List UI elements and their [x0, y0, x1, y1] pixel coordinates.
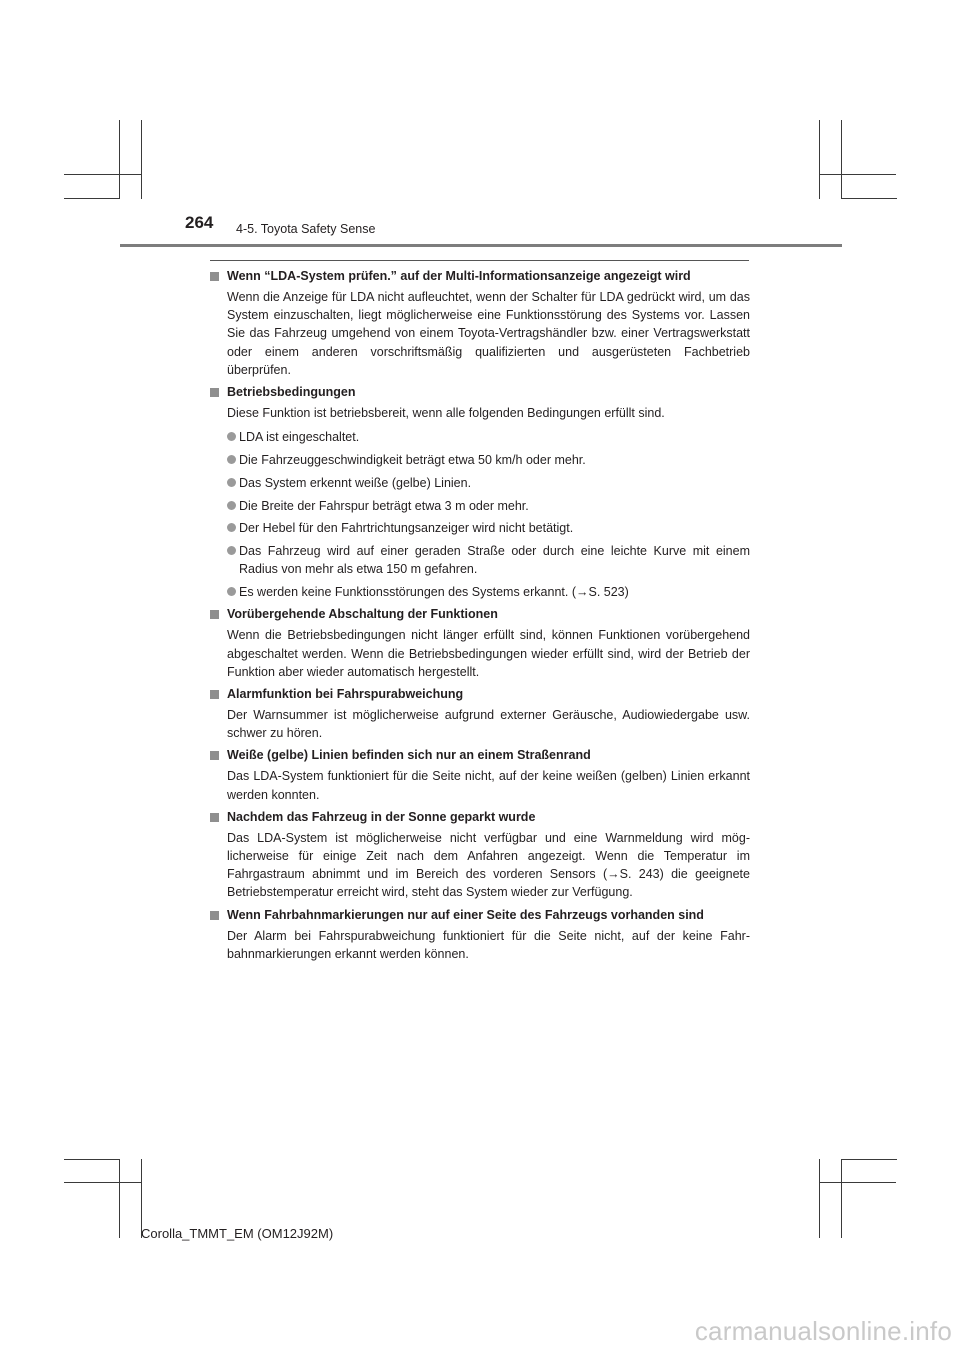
square-bullet-icon	[210, 751, 219, 760]
list-item	[227, 519, 750, 537]
page-number: 264	[185, 213, 214, 232]
list-item-text: LDA ist eingeschaltet.	[239, 430, 360, 445]
crop-mark	[819, 1159, 820, 1238]
chapter-title: 4-5. Toyota Safety Sense	[236, 222, 376, 236]
section-temporary-shutdown	[210, 606, 750, 681]
circle-bullet-icon	[227, 501, 236, 510]
crop-mark	[819, 120, 820, 199]
crop-mark	[64, 174, 141, 175]
section-paragraph: Wenn die Betriebsbedingungen nicht länger erfüllt sind, können Funktionen vorübergehend abgeschaltet werden. Wenn die Betriebsbedingungen wieder erfüllt sind, wird der Betrieb der Funktion aber wieder automatisch hergestellt.	[227, 628, 750, 679]
section-paragraph: Der Alarm bei Fahrspurabweichung funktioniert für die Seite nicht, auf der keine Fahrbahnmarkierungen erkannt werden können.	[227, 928, 750, 961]
footer-document-code: Corolla_TMMT_EM (OM12J92M)	[141, 1226, 334, 1241]
circle-bullet-icon	[227, 478, 236, 487]
circle-bullet-icon	[227, 432, 236, 441]
crop-mark	[64, 1182, 141, 1183]
list-item	[227, 474, 750, 492]
list-item-text: Die Fahrzeuggeschwindigkeit beträgt etwa 50 km/h oder mehr.	[239, 453, 586, 468]
condition-list	[227, 428, 750, 601]
crop-mark	[64, 1159, 120, 1160]
section-heading-text: Wenn “LDA-System prüfen.” auf der Multi-Informationsanzeige angezeigt wird	[227, 269, 691, 283]
page-content	[210, 268, 750, 968]
section-heading-text: Alarmfunktion bei Fahrspurabweichung	[227, 687, 464, 702]
crop-mark	[141, 120, 142, 199]
square-bullet-icon	[210, 813, 219, 822]
section-paragraph: Das LDA-System funktioniert für die Seite nicht, auf der keine weißen (gelben) Linien erkannt werden konnten.	[227, 769, 750, 802]
crop-mark	[64, 198, 120, 199]
section-paragraph: Wenn die Anzeige für LDA nicht aufleuchtet, wenn der Schalter für LDA gedrückt wird, um das System einzuschalten, liegt möglicherweise eine Funktionsstörung des Systems vor. Lassen Sie das Fahrzeug umgehend von einem Toyota-Vertragshändler bzw. einer Vertragswerkstatt oder einem anderen vorschriftsmäßig qualifizierten und ausgerüsteten Fachbetrieb überprüfen.	[227, 290, 750, 377]
section-heading-text: Betriebsbedingungen	[227, 385, 356, 400]
section-heading	[210, 747, 750, 764]
square-bullet-icon	[210, 388, 219, 397]
section-lines-one-side	[210, 747, 750, 803]
list-item	[227, 428, 750, 446]
section-heading	[210, 606, 750, 623]
list-item-text: Das Fahrzeug wird auf einer geraden Straße oder durch eine leichte Kurve mit einem Radius von mehr als etwa 150 m gefahren.	[239, 544, 750, 577]
crop-mark	[841, 120, 842, 199]
crop-mark	[841, 198, 897, 199]
circle-bullet-icon	[227, 455, 236, 464]
square-bullet-icon	[210, 690, 219, 699]
square-bullet-icon	[210, 272, 219, 281]
section-heading	[210, 268, 750, 285]
watermark: carmanualsonline.info	[694, 1316, 952, 1346]
crop-mark	[819, 174, 896, 175]
section-heading-text: Wenn Fahrbahnmarkierungen nur auf einer Seite des Fahrzeugs vorhanden sind	[227, 907, 704, 922]
list-item	[227, 542, 750, 578]
section-heading-text: Weiße (gelbe) Linien befinden sich nur an einem Straßenrand	[227, 748, 591, 763]
section-parked-in-sun	[210, 809, 750, 902]
section-heading	[210, 384, 750, 401]
list-item-text: Das System erkennt weiße (gelbe) Linien.	[239, 475, 472, 490]
section-alarm-function	[210, 686, 750, 742]
circle-bullet-icon	[227, 546, 236, 555]
crop-mark	[119, 120, 120, 199]
section-markings-one-side	[210, 907, 750, 963]
section-paragraph: Das LDA-System ist möglicherweise nicht verfügbar und eine Warnmeldung wird möglicherweise für einige Zeit nach dem Anfahren angezeigt. Wenn die Temperatur im Fahrgastraum abnimmt und im Bereich des vorderen Sensors (→S. 243) die geeignete Betriebstemperatur erreicht wird, steht das System wieder zur Verfügung.	[227, 830, 750, 900]
square-bullet-icon	[210, 911, 219, 920]
list-item-text: Der Hebel für den Fahrtrichtungsanzeiger wird nicht betätigt.	[239, 521, 574, 536]
crop-mark	[119, 1159, 120, 1238]
list-item	[227, 583, 750, 601]
crop-mark	[841, 1159, 842, 1238]
section-heading	[210, 907, 750, 924]
header-rule	[120, 244, 842, 247]
list-item	[227, 451, 750, 469]
list-item-text: Die Breite der Fahrspur beträgt etwa 3 m oder mehr.	[239, 498, 529, 513]
section-heading	[210, 809, 750, 826]
crop-mark	[819, 1182, 896, 1183]
square-bullet-icon	[210, 610, 219, 619]
section-heading-text: Nachdem das Fahrzeug in der Sonne geparkt wurde	[227, 809, 536, 824]
section-operating-conditions	[210, 384, 750, 601]
list-item-text: Es werden keine Funktionsstörungen des Systems erkannt. (→S. 523)	[239, 585, 629, 600]
section-heading	[210, 686, 750, 703]
section-lda-check	[210, 268, 750, 379]
list-item	[227, 497, 750, 515]
section-rule	[210, 260, 749, 261]
section-paragraph: Diese Funktion ist betriebsbereit, wenn alle folgenden Bedingungen erfüllt sind.	[227, 406, 665, 421]
circle-bullet-icon	[227, 587, 236, 596]
circle-bullet-icon	[227, 523, 236, 532]
section-paragraph: Der Warnsummer ist möglicherweise aufgrund externer Geräusche, Audiowiedergabe usw. schwer zu hören.	[227, 708, 750, 741]
section-heading-text: Vorübergehende Abschaltung der Funktionen	[227, 607, 498, 622]
crop-mark	[841, 1159, 897, 1160]
